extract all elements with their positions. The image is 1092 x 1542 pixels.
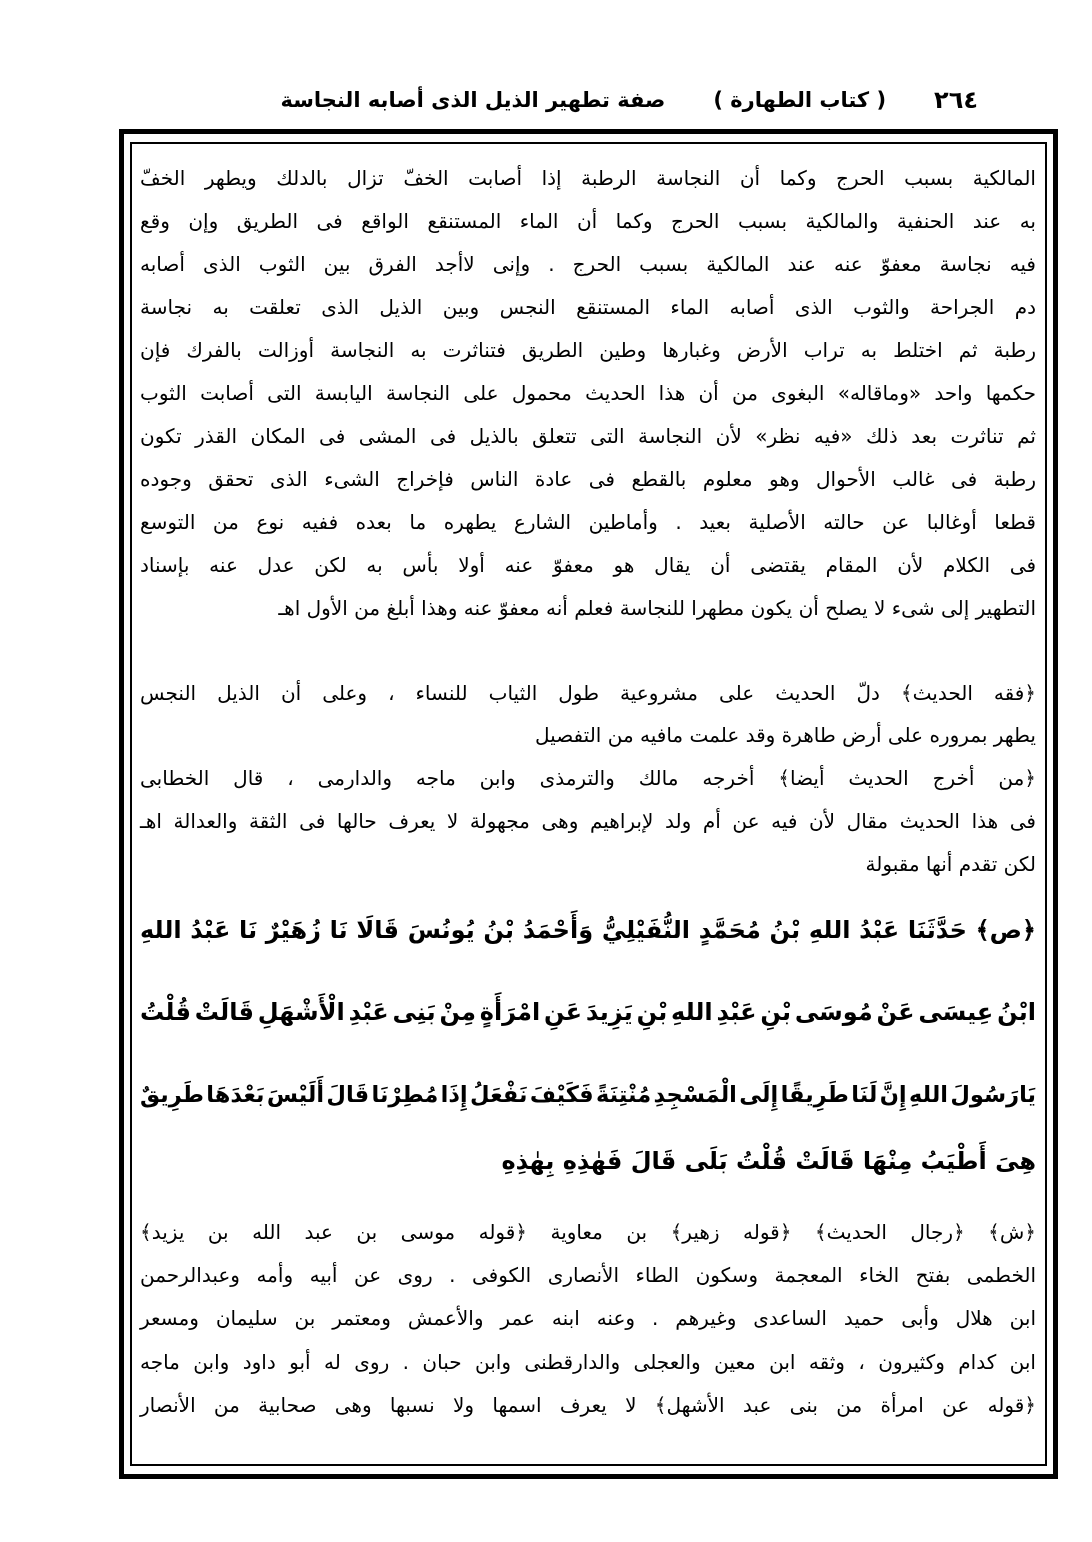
frame-top-thin [130,142,1047,144]
sharh-line: ابن كدام وكثيرون ، وثقه ابن معين والعجلى والدارقطنى وابن حبان . روى له أبو داود وابن ماجه [140,1350,1036,1374]
commentary-line: التطهير إلى شىء لا يصلح أن يكون مطهرا للنجاسة فعلم أنه معفوّ عنه وهذا أبلغ من الأول اهـ [278,596,1036,620]
commentary-line: رطبة فى غالب الأحوال وهو معلوم بالقطع فى عادة الناس فإخراج الشىء الذى تحقق وجوده [140,467,1036,491]
takhrij-line: ﴿من أخرج الحديث أيضا﴾ أخرجه مالك والترمذى وابن ماجه والدارمى ، قال الخطابى [140,766,1036,790]
commentary-line: فى الكلام لأن المقام يقتضى أن يقال هو معفوّ عنه أولا بأس به لكن عدل عنه بإسناد [140,553,1036,577]
hadith-line: يَارَسُولَ اللهِ إِنَّ لَنَا طَرِيقًا إِلَى الْمَسْجِدِ مُنْتِنَةً فَكَيْفَ نَفْعَلُ إِذَا مُطِرْنَا قَالَ أَلَيْسَ بَعْدَهَا طَرِيقٌ [140,1082,1036,1108]
book-title: ( كتاب الطهارة ) [713,88,887,112]
takhrij-line: لكن تقدم أنها مقبولة [865,852,1036,876]
section-title: صفة تطهير الذيل الذى أصابه النجاسة [280,88,666,112]
takhrij-line: فى هذا الحديث مقال لأن فيه عن أم ولد لإبراهيم وهى مجهولة لا يعرف حالها فى الثقة والعدالة اهـ [140,809,1036,833]
commentary-line: المالكية بسبب الحرج وكما أن النجاسة الرطبة إذا أصابت الخفّ تزال بالدلك ويطهر الخفّ [140,166,1036,190]
sharh-line: ﴿ش﴾ ﴿رجال الحديث﴾ ﴿قوله زهير﴾ بن معاوية ﴿قوله موسى بن عبد الله بن يزيد﴾ [140,1220,1036,1244]
commentary-line: دم الجراحة والثوب الذى أصابه الماء المستنقع النجس وبين الذيل الذى تعلقت به نجاسة [140,295,1036,319]
frame-bottom-thin [130,1464,1047,1466]
hadith-line: هِىَ أَطْيَبُ مِنْهَا قَالَتْ قُلْتُ بَلَى قَالَ فَهٰذِهِ بِهٰذِهِ [501,1147,1036,1175]
commentary-line: به عند الحنفية والمالكية بسبب الحرج وكما أن الماء المستنقع الواقع فى الطريق وإن وقع [140,209,1036,233]
commentary-line: قطعا أوغالبا عن حالته الأصلية بعيد . وأماطين الشارع يطهره ما بعده ففيه نوع من التوسع [140,510,1036,534]
hadith-line: ابْنُ عِيسَى عَنْ مُوسَى بْنِ عَبْدِ اللهِ بْنِ يَزِيدَ عَنِ امْرَأَةٍ مِنْ بَنِى عَبْدِ الْأَشْهَلِ قَالَتْ قُلْتُ [140,998,1036,1026]
fiqh-line: يطهر بمروره على أرض طاهرة وقد علمت مافيه من التفصيل [535,723,1036,747]
commentary-line: حكمها واحد «وماقاله» البغوى من أن هذا الحديث محمول على النجاسة اليابسة التى أصابت الثوب [140,381,1036,405]
frame-left-thick [119,129,124,1479]
commentary-line: ثم تناثرت بعد ذلك «فيه نظر» لأن النجاسة التى تتعلق بالذيل فى المشى فى المكان القذر تكون [140,424,1036,448]
page-header [200,82,978,118]
fiqh-line: ﴿فقه الحديث﴾ دلّ الحديث على مشروعية طول الثياب للنساء ، وعلى أن الذيل النجس [140,681,1036,705]
frame-right-thick [1053,129,1058,1479]
frame-bottom-thick [119,1474,1058,1479]
frame-left-thin [130,142,132,1466]
commentary-line: فيه نجاسة معفوّ عنه عند المالكية بسبب الحرج . وإنى لاأجد الفرق بين الثوب الذى أصابه [140,252,1036,276]
commentary-line: رطبة ثم اختلط به تراب الأرض وغبارها وطين الطريق فتناثرت به النجاسة أوزالت بالفرك فإن [140,338,1036,362]
frame-right-thin [1045,142,1047,1466]
frame-top-thick [119,129,1058,134]
sharh-line: الخطمى بفتح الخاء المعجمة وسكون الطاء الأنصارى الكوفى . روى عن أبيه وأمه وعبدالرحمن [140,1263,1036,1287]
sharh-line: ابن هلال وأبى حميد الساعدى وغيرهم . وعنه ابنه عمر والأعمش ومعتمر بن سليمان ومسعر [140,1306,1036,1330]
hadith-line: ﴿ص﴾ حَدَّثَنَا عَبْدُ اللهِ بْنُ مُحَمَّدٍ النُّفَيْلِيُّ وَأَحْمَدُ بْنُ يُونُسَ قَالَا نَا زُهَيْرٌ نَا عَبْدُ اللهِ [140,916,1036,944]
page-number: ٢٦٤ [934,86,978,114]
sharh-line: ﴿قوله عن امرأة من بنى عبد الأشهل﴾ لا يعرف اسمها ولا نسبها وهى صحابية من الأنصار [140,1393,1036,1417]
